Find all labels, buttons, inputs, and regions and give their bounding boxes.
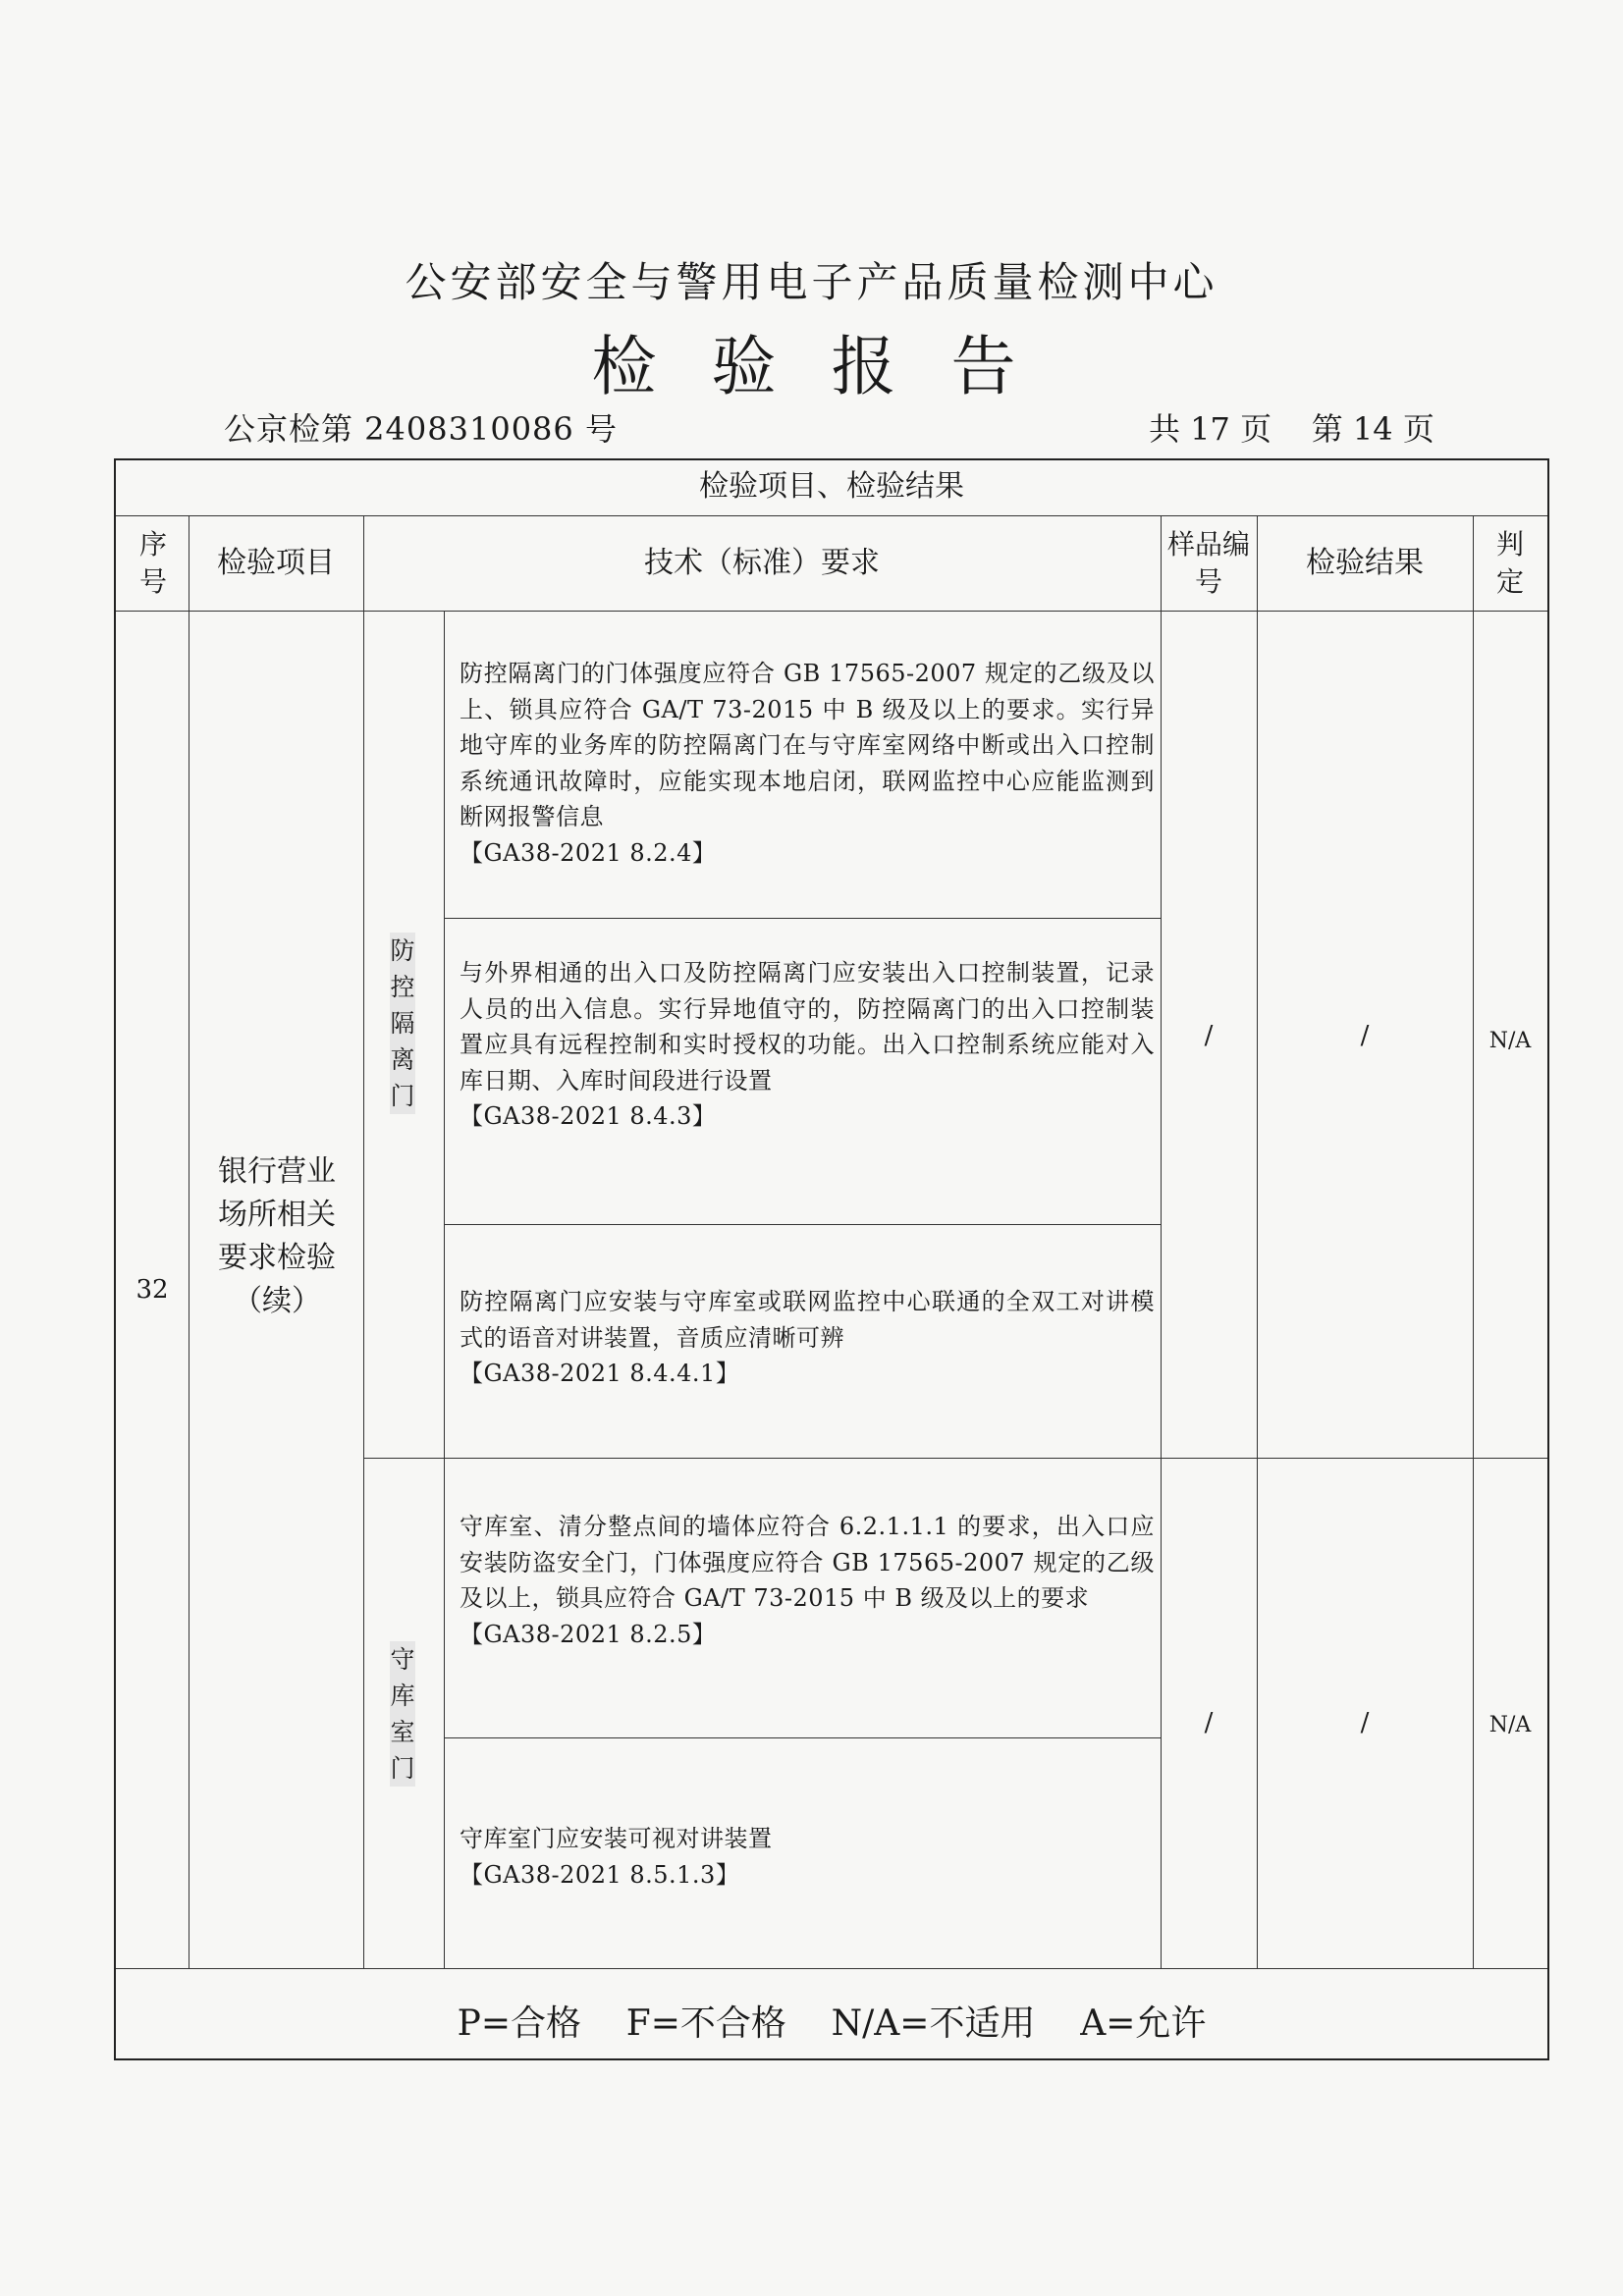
standard-reference: 【GA38-2021 8.4.4.1】 [460, 1360, 740, 1388]
report-number: 公京检第 2408310086 号 [224, 410, 618, 448]
column-header-item: 检验项目 [217, 545, 335, 580]
section-title: 检验项目、检验结果 [699, 469, 964, 504]
divider [1161, 515, 1162, 1968]
requirement-text [460, 1821, 1155, 1893]
requirement-text [460, 955, 1155, 1135]
standard-reference: 【GA38-2021 8.4.3】 [460, 1102, 717, 1131]
standard-reference: 【GA38-2021 8.2.5】 [460, 1620, 717, 1648]
divider [116, 611, 1547, 612]
requirement-text [460, 656, 1155, 872]
group-label: 守库室门 [390, 1641, 415, 1787]
column-header-sample-no: 样品编号 [1166, 528, 1250, 598]
divider [444, 1737, 1161, 1738]
column-header-result: 检验结果 [1306, 545, 1424, 580]
judgement-value: N/A [1488, 1028, 1532, 1053]
seq-number: 32 [135, 1274, 169, 1305]
standard-reference: 【GA38-2021 8.2.4】 [460, 838, 717, 867]
judgement-value: N/A [1488, 1712, 1532, 1737]
standard-reference: 【GA38-2021 8.5.1.3】 [460, 1860, 740, 1889]
divider [1473, 515, 1474, 1968]
divider [444, 611, 445, 1968]
divider [116, 1968, 1547, 1969]
report-title: 检验报告 [591, 329, 1071, 404]
requirement-body: 守库室门应安装可视对讲装置 [460, 1825, 773, 1852]
column-header-requirement: 技术（标准）要求 [644, 545, 880, 580]
sample-number: / [1204, 1708, 1214, 1737]
divider [363, 515, 364, 1968]
page-info: 共 17 页 第 14 页 [1149, 410, 1434, 448]
requirement-body: 守库室、清分整点间的墙体应符合 6.2.1.1.1 的要求，出入口应安装防盗安全门，门体强度应符合 GB 17565-2007 规定的乙级及以上，锁具应符合 GA/T 73-2015 中 B 级及以上的要求 [460, 1513, 1155, 1613]
legend: P=合格 F=不合格 N/A=不适用 A=允许 [457, 2003, 1207, 2044]
divider [363, 1458, 1547, 1459]
divider [1257, 515, 1258, 1968]
result-value: / [1360, 1021, 1370, 1050]
requirement-text [460, 1284, 1155, 1392]
column-header-judgement: 判定 [1495, 528, 1524, 598]
requirement-text [460, 1509, 1155, 1652]
org-title: 公安部安全与警用电子产品质量检测中心 [405, 258, 1218, 306]
column-header-seq: 序号 [138, 528, 167, 598]
requirement-body: 防控隔离门的门体强度应符合 GB 17565-2007 规定的乙级及以上、锁具应符合 GA/T 73-2015 中 B 级及以上的要求。实行异地守库的业务库的防控隔离门在与守库室网络中断或出入口控制系统通讯故障时，应能实现本地启闭，联网监控中心应能监测到断网报警信息 [460, 660, 1155, 831]
sample-number: / [1204, 1021, 1214, 1050]
requirement-body: 与外界相通的出入口及防控隔离门应安装出入口控制装置，记录人员的出入信息。实行异地值守的，防控隔离门的出入口控制装置应具有远程控制和实时授权的功能。出入口控制系统应能对入库日期、入库时间段进行设置 [460, 959, 1155, 1095]
group-label: 防控隔离门 [390, 933, 415, 1114]
requirement-body: 防控隔离门应安装与守库室或联网监控中心联通的全双工对讲模式的语音对讲装置，音质应清晰可辨 [460, 1288, 1155, 1352]
divider [444, 918, 1161, 919]
result-value: / [1360, 1708, 1370, 1737]
divider [444, 1224, 1161, 1225]
item-name: 银行营业场所相关要求检验（续） [218, 1154, 336, 1318]
